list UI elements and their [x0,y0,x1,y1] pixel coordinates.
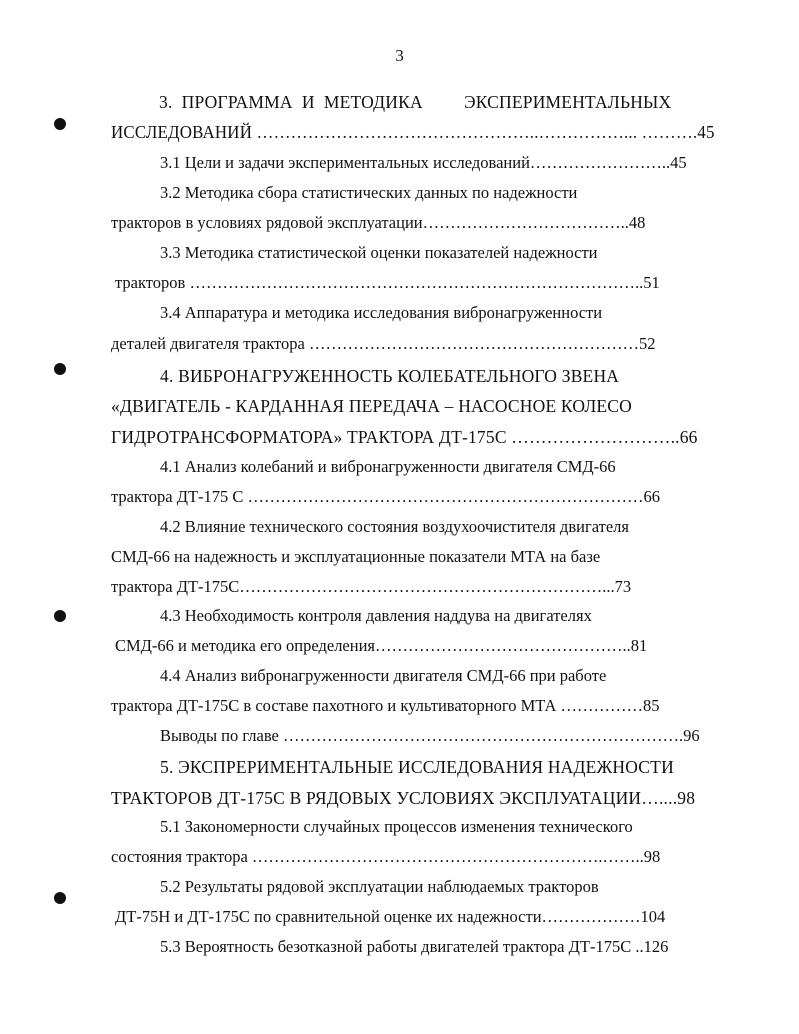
toc-line [111,695,799,717]
toc-text: трактора ДТ-175С…………………………………………………………...73 [111,577,632,596]
toc-line [115,272,799,294]
toc-text: 4.2 Влияние технического состояния воздухоочистителя двигателя [160,517,629,536]
binder-hole-3 [54,610,66,622]
toc-line [115,635,799,657]
toc-text: ИССЛЕДОВАНИЙ …………………………………………..……………... ……….45 [111,122,715,142]
toc-line [160,456,799,478]
toc-text: трактора ДТ-175С в составе пахотного и культиваторного МТА ……………85 [111,696,660,715]
toc-line [160,936,799,958]
toc-line [160,152,799,174]
toc-line [111,333,799,355]
binder-hole-4 [54,892,66,904]
toc-text: 3.4 Аппаратура и методика исследования вибронагруженности [160,303,603,322]
toc-line [160,665,799,687]
toc-line [111,846,799,868]
toc-text: ГИДРОТРАНСФОРМАТОРА» ТРАКТОРА ДТ-175С ………………………..66 [111,427,698,447]
toc-text: 5. ЭКСПРЕРИМЕНТАЛЬНЫЕ ИССЛЕДОВАНИЯ НАДЕЖНОСТИ [160,757,674,777]
toc-text: 5.1 Закономерности случайных процессов изменения технического [160,817,633,836]
toc-text: 4.1 Анализ колебаний и вибронагруженности двигателя СМД-66 [160,457,616,476]
toc-line [160,302,799,324]
toc-text: ТРАКТОРОВ ДТ-175С В РЯДОВЫХ УСЛОВИЯХ ЭКСПЛУАТАЦИИ…....98 [111,788,696,808]
toc-text: 4.4 Анализ вибронагруженности двигателя СМД-66 при работе [160,666,607,685]
toc-text: 3.3 Методика статистической оценки показателей надежности [160,243,598,262]
binder-hole-1 [54,118,66,130]
toc-line [159,91,799,113]
toc-line [160,816,799,838]
toc-text: тракторов в условиях рядовой эксплуатации………………………………..48 [111,213,646,232]
toc-text: 3.1 Цели и задачи экспериментальных исследований……………………..45 [160,153,687,172]
toc-line [160,876,799,898]
toc-line [160,365,799,387]
toc-line [111,212,799,234]
toc-line [111,486,799,508]
toc-text: 5.2 Результаты рядовой эксплуатации наблюдаемых тракторов [160,877,599,896]
toc-text: трактора ДТ-175 С ………………………………………………………………66 [111,487,661,506]
toc-line [160,756,799,778]
toc-text: 3.2 Методика сбора статистических данных по надежности [160,183,578,202]
binder-hole-2 [54,363,66,375]
toc-text: Выводы по главе ……………………………………………………………….96 [160,726,700,745]
toc-line [111,395,799,417]
toc-text: СМД-66 на надежность и эксплуатационные показатели МТА на базе [111,547,601,566]
page-number: 3 [395,46,404,65]
toc-line [111,546,799,568]
toc-line [111,426,799,448]
toc-line [115,906,799,928]
toc-line [160,605,799,627]
toc-line [111,121,799,143]
toc-text: деталей двигателя трактора ……………………………………………………52 [111,334,656,353]
toc-text: ДТ-75Н и ДТ-175С по сравнительной оценке их надежности………………104 [115,907,666,926]
toc-text: тракторов ………………………………………………………………………..51 [115,273,660,292]
toc-line [160,182,799,204]
toc-text: состояния трактора ……………………………………………………….……..98 [111,847,661,866]
toc-text: СМД-66 и методика его определения………………………………………..81 [115,636,648,655]
toc-text: «ДВИГАТЕЛЬ - КАРДАННАЯ ПЕРЕДАЧА – НАСОСНОЕ КОЛЕСО [111,396,633,416]
toc-line [160,242,799,264]
toc-line [111,576,799,598]
toc-line [160,516,799,538]
toc-line [111,787,799,809]
toc-text: 3. ПРОГРАММА И МЕТОДИКА ЭКСПЕРИМЕНТАЛЬНЫХ [159,92,672,112]
toc-text: 4.3 Необходимость контроля давления наддува на двигателях [160,606,592,625]
toc-line [160,725,799,747]
toc-text: 4. ВИБРОНАГРУЖЕННОСТЬ КОЛЕБАТЕЛЬНОГО ЗВЕНА [160,366,620,386]
toc-text: 5.3 Вероятность безотказной работы двигателей трактора ДТ-175С ..126 [160,937,669,956]
